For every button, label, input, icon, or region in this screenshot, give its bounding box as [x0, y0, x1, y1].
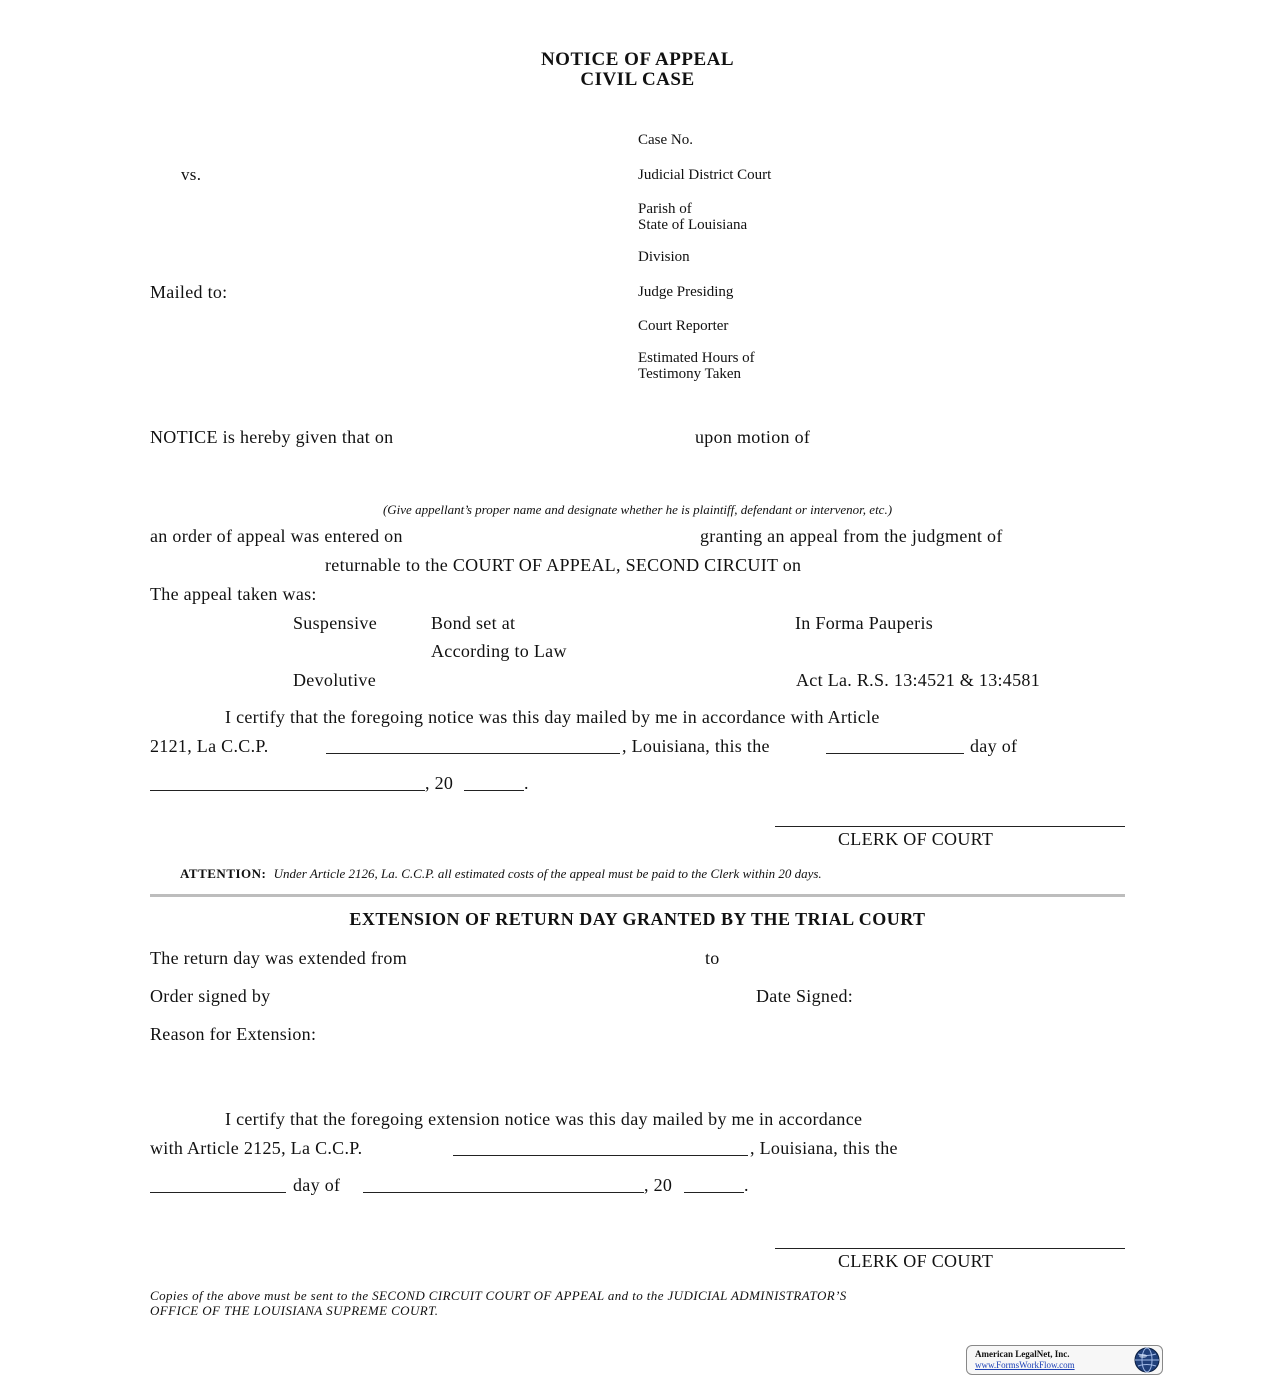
month-blank-2[interactable] — [363, 1192, 644, 1193]
certify-notice-article: 2121, La C.C.P. — [150, 736, 269, 756]
year-blank-2[interactable] — [684, 1192, 744, 1193]
louisiana-this-the-1: , Louisiana, this the — [622, 736, 770, 756]
order-entered-text: an order of appeal was entered on — [150, 526, 403, 546]
year-period-1: . — [524, 773, 529, 793]
act-la-text: Act La. R.S. 13:4521 & 13:4581 — [796, 670, 1040, 690]
certify-extension-line1: I certify that the foregoing extension notice was this day mailed by me in accordance — [225, 1109, 863, 1129]
division-label: Division — [638, 249, 690, 265]
bond-set-at-text: Bond set at — [431, 613, 516, 633]
upon-motion-text: upon motion of — [695, 427, 811, 447]
day-of-text-1: day of — [970, 736, 1018, 756]
mailed-to-label: Mailed to: — [150, 282, 228, 302]
american-legalnet-logo[interactable] — [966, 1345, 1163, 1375]
court-reporter-label: Court Reporter — [638, 318, 729, 334]
globe-icon — [1134, 1347, 1160, 1373]
order-signed-by-text: Order signed by — [150, 986, 271, 1006]
certify-extension-article: with Article 2125, La C.C.P. — [150, 1138, 363, 1158]
state-of-louisiana-label: State of Louisiana — [638, 217, 748, 233]
logo-website-link[interactable]: www.FormsWorkFlow.com — [975, 1360, 1075, 1370]
form-subtitle: CIVIL CASE — [580, 69, 695, 90]
form-title: NOTICE OF APPEAL — [540, 49, 735, 70]
certify-notice-line1: I certify that the foregoing notice was this day mailed by me in accordance with Article — [225, 707, 880, 727]
appellant-instruction: (Give appellant’s proper name and designate whether he is plaintiff, defendant or intervenor, etc.) — [382, 502, 893, 517]
extended-from-text: The return day was extended from — [150, 948, 408, 968]
appeal-taken-text: The appeal taken was: — [150, 584, 317, 604]
parish-of-label: Parish of — [638, 201, 692, 217]
clerk-of-court-label-2: CLERK OF COURT — [838, 1251, 994, 1271]
judicial-district-court-label: Judicial District Court — [638, 167, 772, 183]
date-signed-text: Date Signed: — [756, 986, 854, 1006]
louisiana-this-the-2: , Louisiana, this the — [750, 1138, 898, 1158]
clerk-signature-line-1[interactable] — [775, 826, 1125, 827]
city-blank-1[interactable] — [326, 753, 620, 754]
extension-heading: EXTENSION OF RETURN DAY GRANTED BY THE TRIAL COURT — [349, 909, 926, 929]
year-prefix-1: , 20 — [425, 773, 454, 793]
reason-for-extension-text: Reason for Extension: — [150, 1024, 317, 1044]
copies-note-line1: Copies of the above must be sent to the SECOND CIRCUIT COURT OF APPEAL and to the JUDICIAL ADMINISTRATOR’S — [150, 1288, 847, 1303]
clerk-of-court-label-1: CLERK OF COURT — [838, 829, 994, 849]
in-forma-pauperis-option: In Forma Pauperis — [795, 613, 934, 633]
year-blank-1[interactable] — [464, 790, 524, 791]
case-no-label: Case No. — [638, 132, 693, 148]
clerk-signature-line-2[interactable] — [775, 1248, 1125, 1249]
day-of-text-2: day of — [293, 1175, 341, 1195]
judge-presiding-label: Judge Presiding — [638, 284, 734, 300]
day-blank-2[interactable] — [150, 1192, 286, 1193]
city-blank-2[interactable] — [453, 1155, 748, 1156]
year-prefix-2: , 20 — [644, 1175, 673, 1195]
attention-notice — [180, 866, 822, 882]
vs-label: vs. — [181, 165, 202, 184]
returnable-text: returnable to the COURT OF APPEAL, SECOND CIRCUIT on — [325, 555, 802, 575]
devolutive-option: Devolutive — [293, 670, 376, 690]
estimated-hours-label: Estimated Hours of — [638, 350, 755, 366]
extended-to-text: to — [705, 948, 720, 968]
attention-text: Under Article 2126, La. C.C.P. all estimated costs of the appeal must be paid to the Clerk within 20 days. — [273, 866, 822, 881]
according-to-law-text: According to Law — [431, 641, 567, 661]
section-divider — [150, 894, 1125, 897]
year-period-2: . — [744, 1175, 749, 1195]
granting-appeal-text: granting an appeal from the judgment of — [700, 526, 1003, 546]
testimony-taken-label: Testimony Taken — [638, 366, 742, 382]
suspensive-option: Suspensive — [293, 613, 377, 633]
notice-given-text: NOTICE is hereby given that on — [150, 427, 394, 447]
month-blank-1[interactable] — [150, 790, 425, 791]
attention-label: ATTENTION: — [180, 866, 267, 881]
copies-note-line2: OFFICE OF THE LOUISIANA SUPREME COURT. — [150, 1303, 439, 1318]
logo-company-name: American LegalNet, Inc. — [975, 1349, 1070, 1359]
day-blank-1[interactable] — [826, 753, 964, 754]
